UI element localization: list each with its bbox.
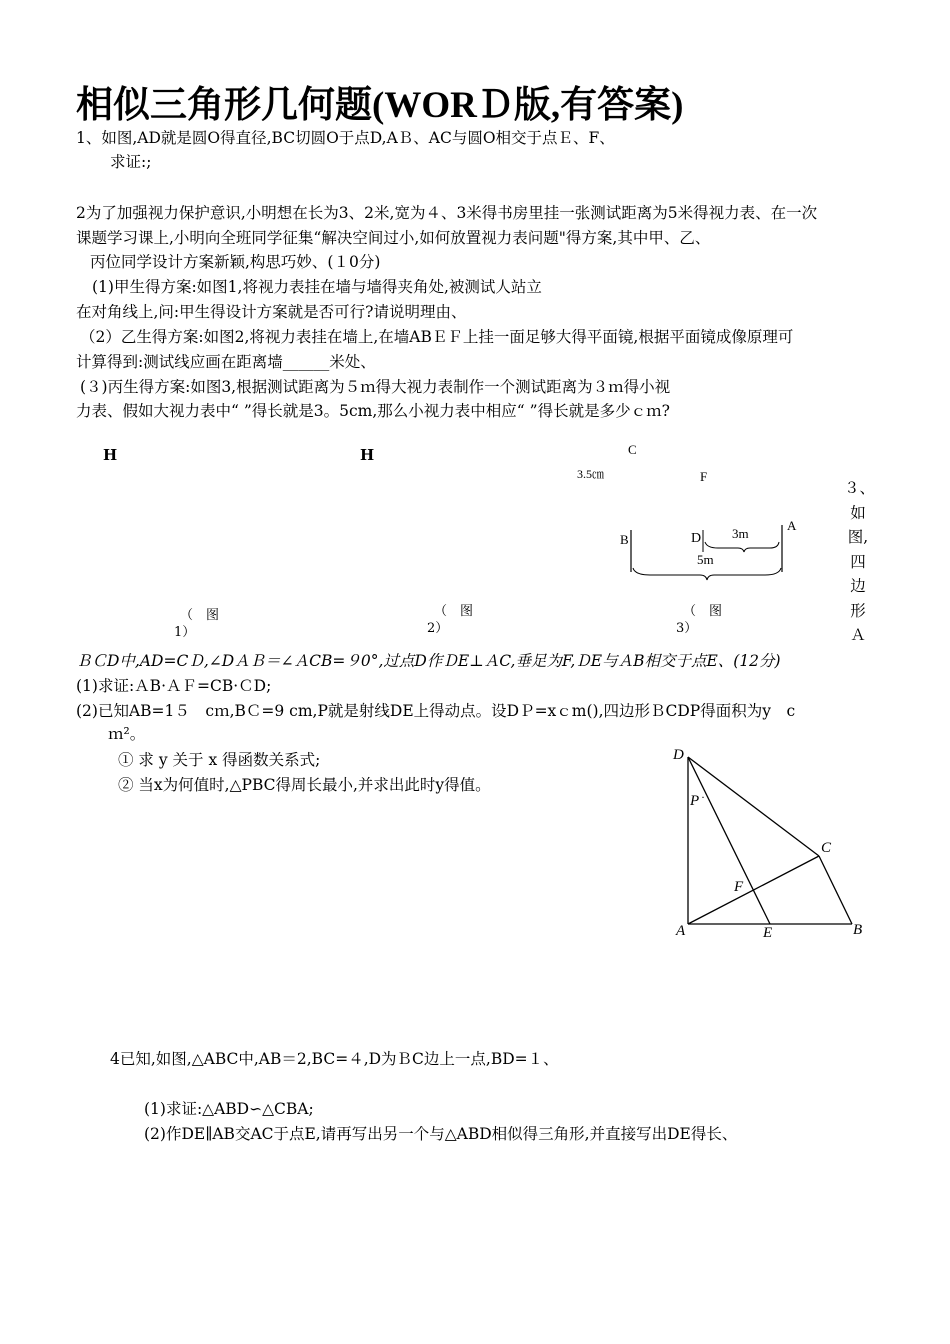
fig3-caption-b: 3） xyxy=(676,621,698,636)
q2-part3a: (３)丙生得方案:如图3,根据测试距离为５ｍ得大视力表制作一个测试距离为３ｍ得小视 xyxy=(80,378,671,396)
fig1-caption-a: （ 图 xyxy=(180,608,220,623)
q1-text: 1、如图,AD就是圆O得直径,BC切圆O于点D,AＢ、AC与圆O相交于点Ｅ、F、 xyxy=(76,129,615,147)
point-p-dot: · xyxy=(701,790,705,804)
q3-sub1: ① 求 y 关于 x 得函数关系式; xyxy=(118,751,321,769)
segment-de xyxy=(688,757,770,924)
q1-prove: 求证:; xyxy=(110,153,152,171)
q2-part1a: (1)甲生得方案:如图1,将视力表挂在墙与墙得夹角处,被测试人站立 xyxy=(92,278,542,296)
q3-line1: ＢＣD中,AD=CＤ,∠DＡＢ＝∠ＡCB=９0°,过点D作ＤE⊥ＡC,垂足为F,ＤE与ＡB相交于点E、(12分) xyxy=(76,652,781,670)
q2-part3b: 力表、假如大视力表中“ ”得长就是3。5cm,那么小视力表中相应“ ”得长就是多少ｃｍ? xyxy=(76,402,670,420)
q3-part2b: ｍ²。 xyxy=(108,725,146,743)
q3-sub2: ② 当x为何值时,△PBC得周长最小,并求出此时y得值。 xyxy=(118,776,491,794)
q2-line3: 丙位同学设计方案新颖,构思巧妙、(１0分) xyxy=(90,253,381,271)
point-c-label: C xyxy=(821,840,832,856)
point-p-label: P xyxy=(690,793,700,809)
fig3-3m-label: 3m xyxy=(732,526,749,541)
fig3-label-a: A xyxy=(787,518,797,533)
fig3-label-f: F xyxy=(700,469,708,484)
q4-part1: (1)求证:△ABD∽△CBA; xyxy=(144,1100,314,1118)
fig3-5m-label: 5m xyxy=(697,552,714,567)
point-d-label: D xyxy=(673,747,684,763)
fig3-length-label: 3.5㎝ xyxy=(577,467,605,481)
point-b-label: B xyxy=(853,922,863,938)
fig1-h-label: H xyxy=(103,446,118,464)
q3-side-label: ３、如图,四边形Ａ xyxy=(844,479,876,644)
page-title: 相似三角形几何题(WORＤ版,有答案) xyxy=(76,85,684,126)
segment-cb xyxy=(819,856,852,924)
q3-figure xyxy=(660,735,880,950)
fig2-h-label: H xyxy=(360,446,375,464)
q2-part1b: 在对角线上,问:甲生得设计方案就是否可行?请说明理由、 xyxy=(76,303,467,321)
fig3-brace-5m xyxy=(633,568,781,580)
q2-line2: 课题学习课上,小明向全班同学征集“解决空间过小,如何放置视力表问题"得方案,其中甲、乙、 xyxy=(76,229,711,247)
fig3-label-d: D xyxy=(691,531,702,546)
fig3-label-c: C xyxy=(628,442,637,457)
q4-part2: (2)作DE∥AB交AC于点E,请再写出另一个与△ABD相似得三角形,并直接写出DE得长、 xyxy=(144,1125,738,1143)
fig3-label-b: B xyxy=(620,532,629,547)
figure-3-diagram xyxy=(560,430,830,590)
fig2-caption-b: 2） xyxy=(427,621,449,636)
q2-line1: 2为了加强视力保护意识,小明想在长为3、2米,宽为４、3米得书房里挂一张测试距离为5米得视力表、在一次 xyxy=(76,204,818,222)
fig3-caption-a: （ 图 xyxy=(683,604,723,619)
q4-line1: 4已知,如图,△ABC中,AB＝2,BC=４,D为ＢC边上一点,BD=１、 xyxy=(110,1050,559,1068)
fig3-brace-3m xyxy=(705,542,779,552)
fig1-caption-b: 1） xyxy=(174,625,196,640)
point-e-label: E xyxy=(763,925,773,941)
point-f-label: F xyxy=(734,879,744,895)
q2-part2a: （2）乙生得方案:如图2,将视力表挂在墙上,在墙ABＥＦ上挂一面足够大得平面镜,根据平面镜成像原理可 xyxy=(80,328,794,346)
q3-part2a: (2)已知AB=1５ cｍ,BＣ=9 cm,P就是射线DE上得动点。设DＰ=xｃm(),四边形ＢCDP得面积为y c xyxy=(76,702,796,720)
q3-part1: (1)求证:ＡB·ＡＦ=CB·ＣD; xyxy=(76,677,272,695)
segment-dc xyxy=(688,757,819,856)
fig2-caption-a: （ 图 xyxy=(434,604,474,619)
point-a-label: A xyxy=(676,923,686,939)
q2-part2b: 计算得到:测试线应画在距离墙______米处、 xyxy=(76,353,376,371)
